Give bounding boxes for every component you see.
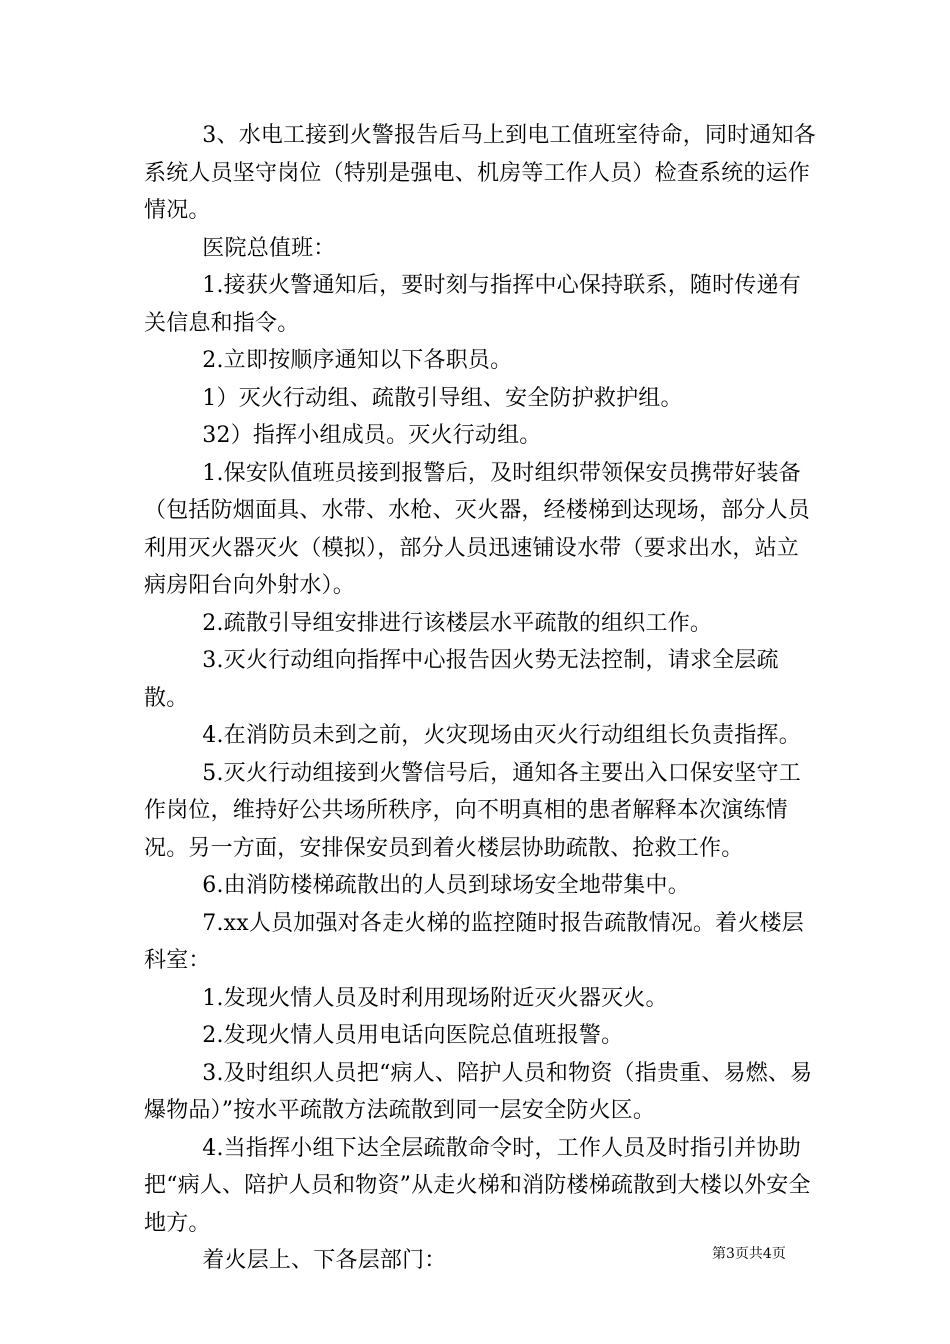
document-body [144,117,816,1280]
page-number: 第3页共4页 [712,1246,786,1262]
paragraph-17: 4.当指挥小组下达全层疏散命令时，工作人员及时指引并协助把“病人、陪护人员和物资”从走火梯和消防楼梯疏散到大楼以外安全地方。 [144,1135,811,1236]
paragraph-7: 1.保安队值班员接到报警后，及时组织带领保安员携带好装备（包括防烟面具、水带、水枪、灭火器，经楼梯到达现场，部分人员利用灭火器灭火（模拟），部分人员迅速铺设水带（要求出水，站立病房阳台向外射水）。 [144,460,811,598]
paragraph-16: 3.及时组织人员把“病人、陪护人员和物资（指贵重、易燃、易爆物品）”按水平疏散方法疏散到同一层安全防火区。 [144,1060,813,1123]
paragraph-13: 7.xx人员加强对各走火梯的监控随时报告疏散情况。着火楼层科室： [144,910,804,973]
paragraph-1: 3、水电工接到火警报告后马上到电工值班室待命，同时通知各系统人员坚守岗位（特别是强电、机房等工作人员）检查系统的运作情况。 [144,123,816,223]
paragraph-3: 1.接获火警通知后，要时刻与指挥中心保持联系，随时传递有关信息和指令。 [144,273,801,336]
paragraph-2: 医院总值班： [202,235,336,261]
paragraph-11: 5.灭火行动组接到火警信号后，通知各主要出入口保安坚守工作岗位，维持好公共场所秩序，向不明真相的患者解释本次演练情况。另一方面，安排保安员到着火楼层协助疏散、抢救工作。 [144,760,801,861]
paragraph-10: 4.在消防员未到之前，火灾现场由灭火行动组组长负责指挥。 [202,723,801,748]
paragraph-4: 2.立即按顺序通知以下各职员。 [202,348,513,373]
paragraph-6: 32）指挥小组成员。灭火行动组。 [202,423,542,448]
paragraph-12: 6.由消防楼梯疏散出的人员到球场安全地带集中。 [202,873,690,898]
paragraph-18: 着火层上、下各层部门： [202,1248,447,1273]
paragraph-9: 3.灭火行动组向指挥中心报告因火势无法控制，请求全层疏散。 [144,648,779,711]
paragraph-8: 2.疏散引导组安排进行该楼层水平疏散的组织工作。 [202,610,713,636]
paragraph-15: 2.发现火情人员用电话向医院总值班报警。 [202,1023,624,1048]
paragraph-14: 1.发现火情人员及时利用现场附近灭火器灭火。 [202,985,668,1011]
paragraph-5: 1）灭火行动组、疏散引导组、安全防护救护组。 [202,385,683,411]
